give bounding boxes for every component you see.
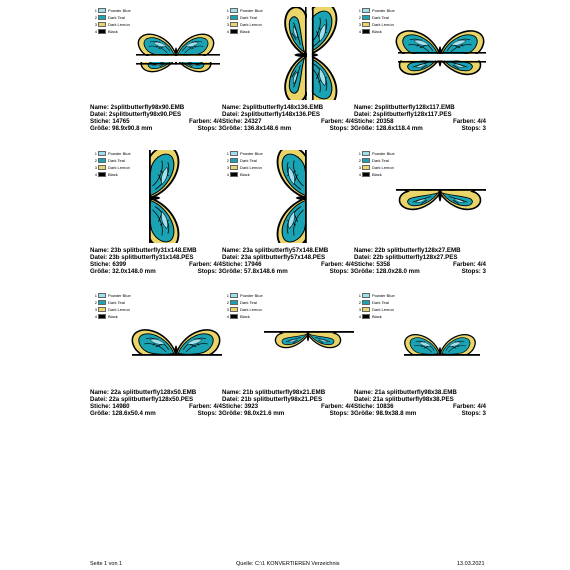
design-info: Name: 21a splitbutterfly98x38.EMB Datei: 21a splitbutterfly98x38.PES Stiche: 10836 Farben: 4/4 Größe: 98.9x38.8 mm Stops: 3 [354, 389, 486, 417]
color-legend: 1 Powder Blue 2 Dark Teal 3 Dark Lemon 4 Black [226, 8, 263, 34]
design-info: Name: 23b splitbutterfly31x148.EMB Datei: 23b splitbutterfly31x148.PES Stiche: 6399 Farben: 4/4 Größe: 32.0x148.0 mm Stops: 3 [90, 247, 222, 275]
footer-source: Quelle: C:\1 KONVERTIEREN Verzeichnis [236, 561, 340, 567]
embroidery-preview [394, 7, 486, 100]
design-info: Name: 22a splitbutterfly128x50.EMB Datei: 22a splitbutterfly128x50.PES Stiche: 14980 Farben: 4/4 Größe: 128.6x50.4 mm Stops: 3 [90, 389, 222, 417]
design-file: Datei: 23a splitbutterfly57x148.PES [222, 254, 326, 261]
design-name: Name: 23b splitbutterfly31x148.EMB [90, 247, 197, 254]
design-cell-6 [354, 150, 486, 291]
design-cell-9 [354, 292, 486, 433]
design-name: Name: 22a splitbutterfly128x50.EMB [90, 389, 197, 396]
embroidery-preview [394, 292, 486, 385]
design-cell-5 [222, 150, 354, 291]
design-info: Name: 23a splitbutterfly57x148.EMB Datei: 23a splitbutterfly57x148.PES Stiche: 17946 Farben: 4/4 Größe: 57.8x148.6 mm Stops: 3 [222, 247, 354, 275]
embroidery-preview [130, 7, 222, 100]
design-info: Name: 2splitbutterfly148x136.EMB Datei: 2splitbutterfly148x136.PES Stiche: 24327 Farben: 4/4 Größe: 136.8x148.6 mm Stops: 3 [222, 104, 354, 132]
color-legend: 1 Powder Blue 2 Dark Teal 3 Dark Lemon 4 Black [226, 151, 263, 177]
design-file: Datei: 2splitbutterfly148x136.PES [222, 111, 321, 118]
design-name: Name: 2splitbutterfly98x90.EMB [90, 104, 185, 111]
design-file: Datei: 23b splitbutterfly31x148.PES [90, 254, 194, 261]
embroidery-preview [130, 292, 222, 385]
color-legend: 1 Powder Blue 2 Dark Teal 3 Dark Lemon 4 Black [94, 8, 131, 34]
design-file: Datei: 21a splitbutterfly98x38.PES [354, 396, 454, 403]
footer-date: 13.03.2021 [457, 561, 485, 567]
design-file: Datei: 22b splitbutterfly128x27.PES [354, 254, 458, 261]
embroidery-preview [394, 150, 486, 243]
design-cell-1 [90, 7, 222, 148]
design-name: Name: 2splitbutterfly148x136.EMB [222, 104, 324, 111]
color-legend: 1 Powder Blue 2 Dark Teal 3 Dark Lemon 4 Black [358, 151, 395, 177]
design-cell-7 [90, 292, 222, 433]
design-name: Name: 2splitbutterfly128x117.EMB [354, 104, 455, 111]
design-name: Name: 23a splitbutterfly57x148.EMB [222, 247, 329, 254]
embroidery-preview [262, 7, 354, 100]
embroidery-preview [130, 150, 222, 243]
color-legend: 1 Powder Blue 2 Dark Teal 3 Dark Lemon 4 Black [226, 293, 263, 319]
design-cell-2 [222, 7, 354, 148]
footer-page: Seite 1 von 1 [90, 561, 123, 567]
color-legend: 1 Powder Blue 2 Dark Teal 3 Dark Lemon 4 Black [94, 293, 131, 319]
design-file: Datei: 21b splitbutterfly98x21.PES [222, 396, 323, 403]
embroidery-preview [262, 292, 354, 385]
design-file: Datei: 2splitbutterfly98x90.PES [90, 111, 182, 118]
design-info: Name: 21b splitbutterfly98x21.EMB Datei: 21b splitbutterfly98x21.PES Stiche: 3923 Farben: 4/4 Größe: 98.0x21.6 mm Stops: 3 [222, 389, 354, 417]
design-name: Name: 22b splitbutterfly128x27.EMB [354, 247, 461, 254]
design-name: Name: 21b splitbutterfly98x21.EMB [222, 389, 326, 396]
design-info: Name: 2splitbutterfly98x90.EMB Datei: 2splitbutterfly98x90.PES Stiche: 14765 Farben: 4/4 Größe: 98.9x90.8 mm Stops: 3 [90, 104, 222, 132]
color-legend: 1 Powder Blue 2 Dark Teal 3 Dark Lemon 4 Black [358, 293, 395, 319]
design-file: Datei: 2splitbutterfly128x117.PES [354, 111, 452, 118]
design-file: Datei: 22a splitbutterfly128x50.PES [90, 396, 194, 403]
color-legend: 1 Powder Blue 2 Dark Teal 3 Dark Lemon 4 Black [94, 151, 131, 177]
design-cell-3 [354, 7, 486, 148]
design-cell-8 [222, 292, 354, 433]
design-name: Name: 21a splitbutterfly98x38.EMB [354, 389, 457, 396]
design-cell-4 [90, 150, 222, 291]
design-info: Name: 22b splitbutterfly128x27.EMB Datei: 22b splitbutterfly128x27.PES Stiche: 5358 Farben: 4/4 Größe: 128.0x28.0 mm Stops: 3 [354, 247, 486, 275]
color-legend: 1 Powder Blue 2 Dark Teal 3 Dark Lemon 4 Black [358, 8, 395, 34]
embroidery-preview [262, 150, 354, 243]
design-info: Name: 2splitbutterfly128x117.EMB Datei: 2splitbutterfly128x117.PES Stiche: 20358 Farben: 4/4 Größe: 128.6x118.4 mm Stops: 3 [354, 104, 486, 132]
